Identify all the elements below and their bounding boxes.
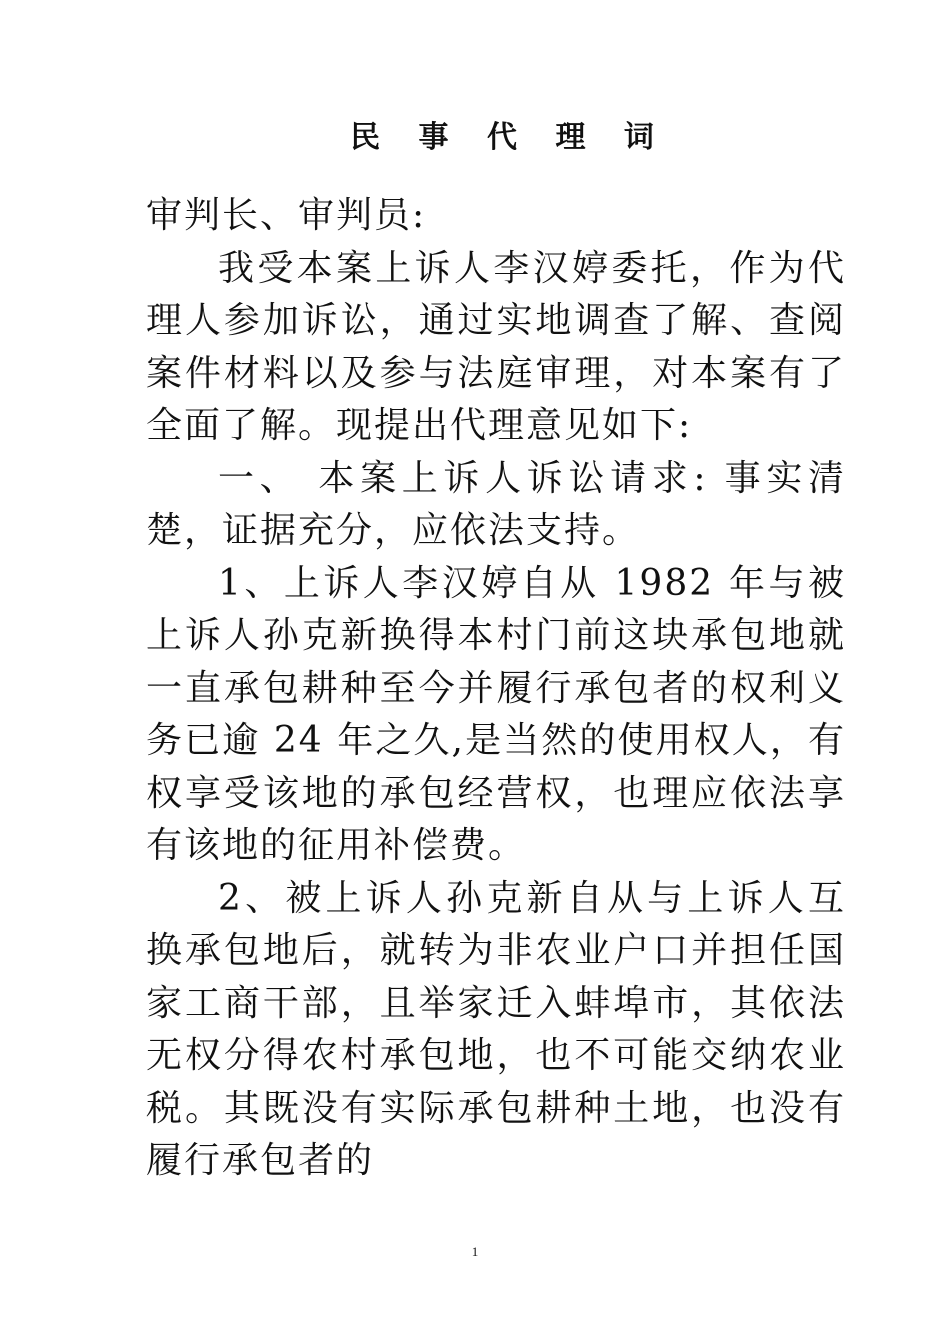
salutation: 审判长、审判员: — [146, 195, 427, 236]
paragraph-intro: 我受本案上诉人李汉婷委托，作为代理人参加诉讼，通过实地调查了解、查阅案件材料以及参与法庭审理，对本案有了全面了解。现提出代理意见如下: — [146, 247, 846, 446]
page-number: 1 — [471, 1244, 479, 1259]
document-body — [146, 190, 846, 1188]
paragraph-point-two: 2、被上诉人孙克新自从与上诉人互换承包地后，就转为非农业户口并担任国家工商干部，且举家迁入蚌埠市，其依法无权分得农村承包地，也不可能交纳农业税。其既没有实际承包耕种土地，也没有履行承包者的 — [146, 877, 846, 1181]
paragraph-section-one: 一、 本案上诉人诉讼请求: 事实清楚，证据充分，应依法支持。 — [146, 457, 846, 551]
document-title: 民 事 代 理 词 — [350, 120, 668, 155]
paragraph-point-one: 1、上诉人李汉婷自从 1982 年与被上诉人孙克新换得本村门前这块承包地就一直承包耕种至今并履行承包者的权利义务已逾 24 年之久,是当然的使用权人，有权享受该地的承包经营权，也理应依法享有该地的征用补偿费。 — [146, 562, 846, 866]
